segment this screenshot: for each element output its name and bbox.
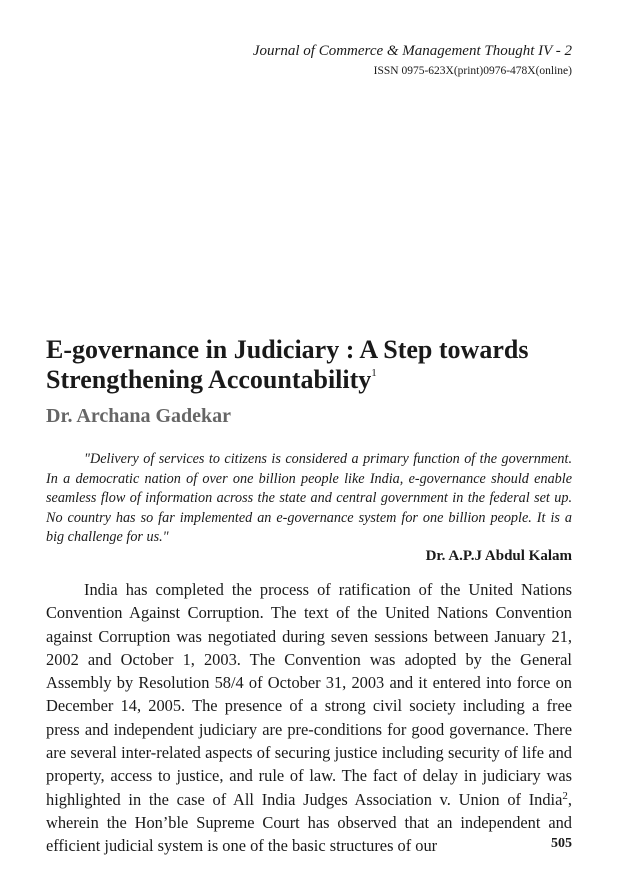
body-footnote-marker: 2	[562, 789, 568, 802]
body-paragraph	[46, 578, 572, 858]
article-title-text: E-governance in Judiciary : A Step towards Strengthening Accountability	[46, 335, 529, 394]
body-text-part1: India has completed the process of ratification of the United Nations Convention Against Corruption. The text of the United Nations Convention against Corruption was negotiated during seven sessions between January 21, 2002 and October 1, 2003. The Convention was adopted by the General Assembly by Resolution 58/4 of October 31, 2003 and it entered into force on December 14, 2005. The presence of a strong civil society including a free press and independent judiciary are pre-conditions for good governance. There are several inter-related aspects of securing justice including security of life and property, access to justice, and rule of law. The fact of delay in judiciary was highlighted in the case of All India Judges Association v. Union of India	[46, 580, 572, 809]
epigraph-attribution: Dr. A.P.J Abdul Kalam	[425, 548, 572, 564]
body-text-part2: , wherein the Hon’ble Supreme Court has observed that an independent and efficient judicial system is one of the basic structures of our	[46, 789, 572, 856]
title-footnote-marker: 1	[371, 367, 377, 379]
epigraph-quote: "Delivery of services to citizens is considered a primary function of the government. In a democratic nation of over one billion people like India, e-governance should enable seamless flow of information across the state and central government in the federal set up. No country has so far implemented an e-governance system for one billion people. It is a big challenge for us."	[46, 451, 572, 545]
author-name: Dr. Archana Gadekar	[46, 405, 232, 427]
issn-line: ISSN 0975-623X(print)0976-478X(online)	[373, 65, 572, 77]
journal-name: Journal of Commerce & Management Thought IV - 2	[252, 43, 572, 59]
page-number: 505	[551, 836, 572, 851]
article-title	[46, 335, 586, 395]
